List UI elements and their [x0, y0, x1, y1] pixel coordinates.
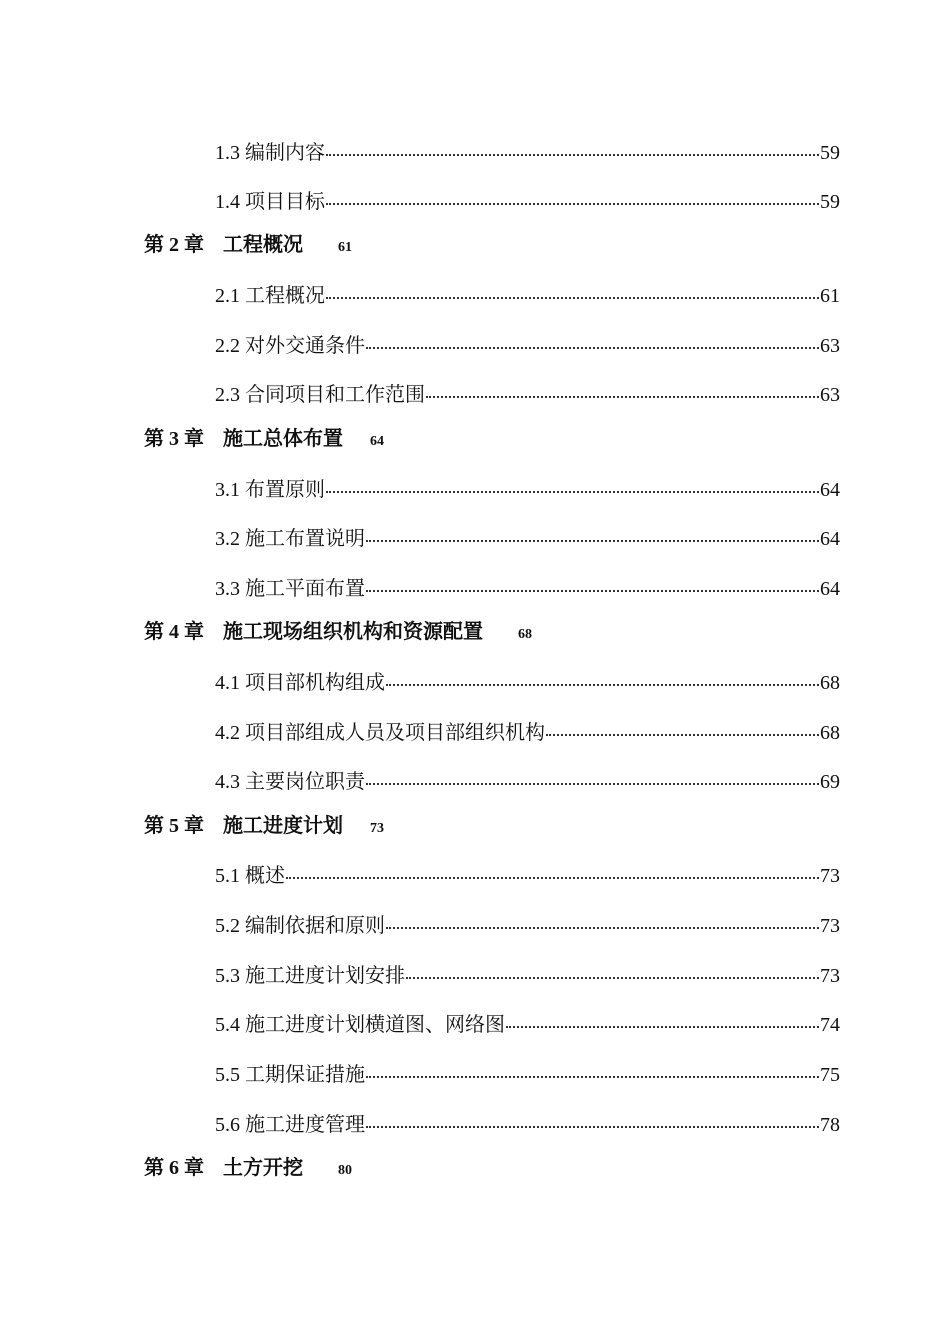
toc-entry-page: 78	[820, 1114, 840, 1136]
toc-chapter-heading[interactable]	[144, 425, 384, 456]
toc-entry-page: 61	[820, 285, 840, 307]
dot-leader	[366, 570, 819, 592]
chapter-page: 61	[338, 240, 352, 255]
toc-entry-page: 73	[820, 915, 840, 937]
toc-entry-page: 64	[820, 528, 840, 550]
toc-entry-page: 68	[820, 722, 840, 744]
toc-entry[interactable]	[215, 766, 840, 796]
toc-entry[interactable]	[215, 960, 840, 990]
toc-entry-page: 59	[820, 191, 840, 213]
toc-entry-page: 63	[820, 335, 840, 357]
toc-entry-label: 5.2 编制依据和原则	[215, 915, 385, 937]
dot-leader	[366, 1056, 819, 1078]
toc-entry-label: 3.1 布置原则	[215, 479, 325, 501]
dot-leader	[366, 520, 819, 542]
toc-entry-page: 64	[820, 479, 840, 501]
dot-leader	[366, 763, 819, 785]
toc-entry-page: 63	[820, 384, 840, 406]
chapter-number: 第 3 章	[144, 428, 204, 450]
dot-leader	[386, 907, 819, 929]
dot-leader	[546, 714, 819, 736]
toc-entry-label: 4.3 主要岗位职责	[215, 771, 365, 793]
chapter-number: 第 4 章	[144, 621, 204, 643]
toc-entry[interactable]	[215, 1059, 840, 1089]
toc-chapter-heading[interactable]	[144, 1154, 352, 1185]
toc-entry-label: 2.1 工程概况	[215, 285, 325, 307]
toc-entry-page: 75	[820, 1064, 840, 1086]
toc-entry-page: 59	[820, 142, 840, 164]
toc-entry[interactable]	[215, 667, 840, 697]
chapter-title: 工程概况	[223, 234, 303, 256]
dot-leader	[406, 957, 819, 979]
dot-leader	[426, 376, 819, 398]
toc-entry[interactable]	[215, 860, 840, 890]
toc-chapter-heading[interactable]	[144, 812, 384, 843]
toc-entry[interactable]	[215, 137, 840, 167]
toc-entry-label: 5.3 施工进度计划安排	[215, 965, 405, 987]
chapter-title: 施工现场组织机构和资源配置	[223, 621, 483, 643]
toc-entry[interactable]	[215, 910, 840, 940]
toc-entry-label: 5.5 工期保证措施	[215, 1064, 365, 1086]
toc-entry-label: 2.2 对外交通条件	[215, 335, 365, 357]
toc-entry[interactable]	[215, 280, 840, 310]
toc-entry[interactable]	[215, 523, 840, 553]
dot-leader	[326, 134, 819, 156]
toc-entry-label: 2.3 合同项目和工作范围	[215, 384, 425, 406]
chapter-title: 施工进度计划	[223, 815, 343, 837]
toc-entry-label: 1.4 项目目标	[215, 191, 325, 213]
chapter-page: 68	[518, 627, 532, 642]
toc-entry-label: 3.3 施工平面布置	[215, 578, 365, 600]
toc-entry-page: 69	[820, 771, 840, 793]
chapter-page: 80	[338, 1163, 352, 1178]
toc-entry[interactable]	[215, 474, 840, 504]
toc-entry[interactable]	[215, 379, 840, 409]
toc-chapter-heading[interactable]	[144, 618, 532, 649]
toc-entry[interactable]	[215, 1109, 840, 1139]
toc-entry[interactable]	[215, 1009, 840, 1039]
toc-entry-page: 73	[820, 965, 840, 987]
toc-entry-page: 64	[820, 578, 840, 600]
toc-entry[interactable]	[215, 186, 840, 216]
chapter-number: 第 6 章	[144, 1157, 204, 1179]
toc-entry[interactable]	[215, 717, 840, 747]
chapter-page: 73	[370, 821, 384, 836]
toc-entry-label: 1.3 编制内容	[215, 142, 325, 164]
toc-chapter-heading[interactable]	[144, 231, 352, 262]
dot-leader	[286, 857, 819, 879]
toc-entry-label: 5.4 施工进度计划横道图、网络图	[215, 1014, 505, 1036]
dot-leader	[326, 183, 819, 205]
toc-entry-label: 5.6 施工进度管理	[215, 1114, 365, 1136]
toc-entry-page: 68	[820, 672, 840, 694]
dot-leader	[326, 277, 819, 299]
toc-entry-page: 74	[820, 1014, 840, 1036]
toc-entry-label: 5.1 概述	[215, 865, 285, 887]
toc-entry-page: 73	[820, 865, 840, 887]
dot-leader	[386, 664, 819, 686]
dot-leader	[366, 1106, 819, 1128]
toc-entry[interactable]	[215, 573, 840, 603]
toc-entry-label: 3.2 施工布置说明	[215, 528, 365, 550]
chapter-number: 第 5 章	[144, 815, 204, 837]
chapter-title: 土方开挖	[223, 1157, 303, 1179]
dot-leader	[326, 471, 819, 493]
toc-entry-label: 4.2 项目部组成人员及项目部组织机构	[215, 722, 545, 744]
dot-leader	[506, 1006, 819, 1028]
dot-leader	[366, 327, 819, 349]
toc-entry[interactable]	[215, 330, 840, 360]
chapter-page: 64	[370, 434, 384, 449]
chapter-number: 第 2 章	[144, 234, 204, 256]
chapter-title: 施工总体布置	[223, 428, 343, 450]
toc-entry-label: 4.1 项目部机构组成	[215, 672, 385, 694]
